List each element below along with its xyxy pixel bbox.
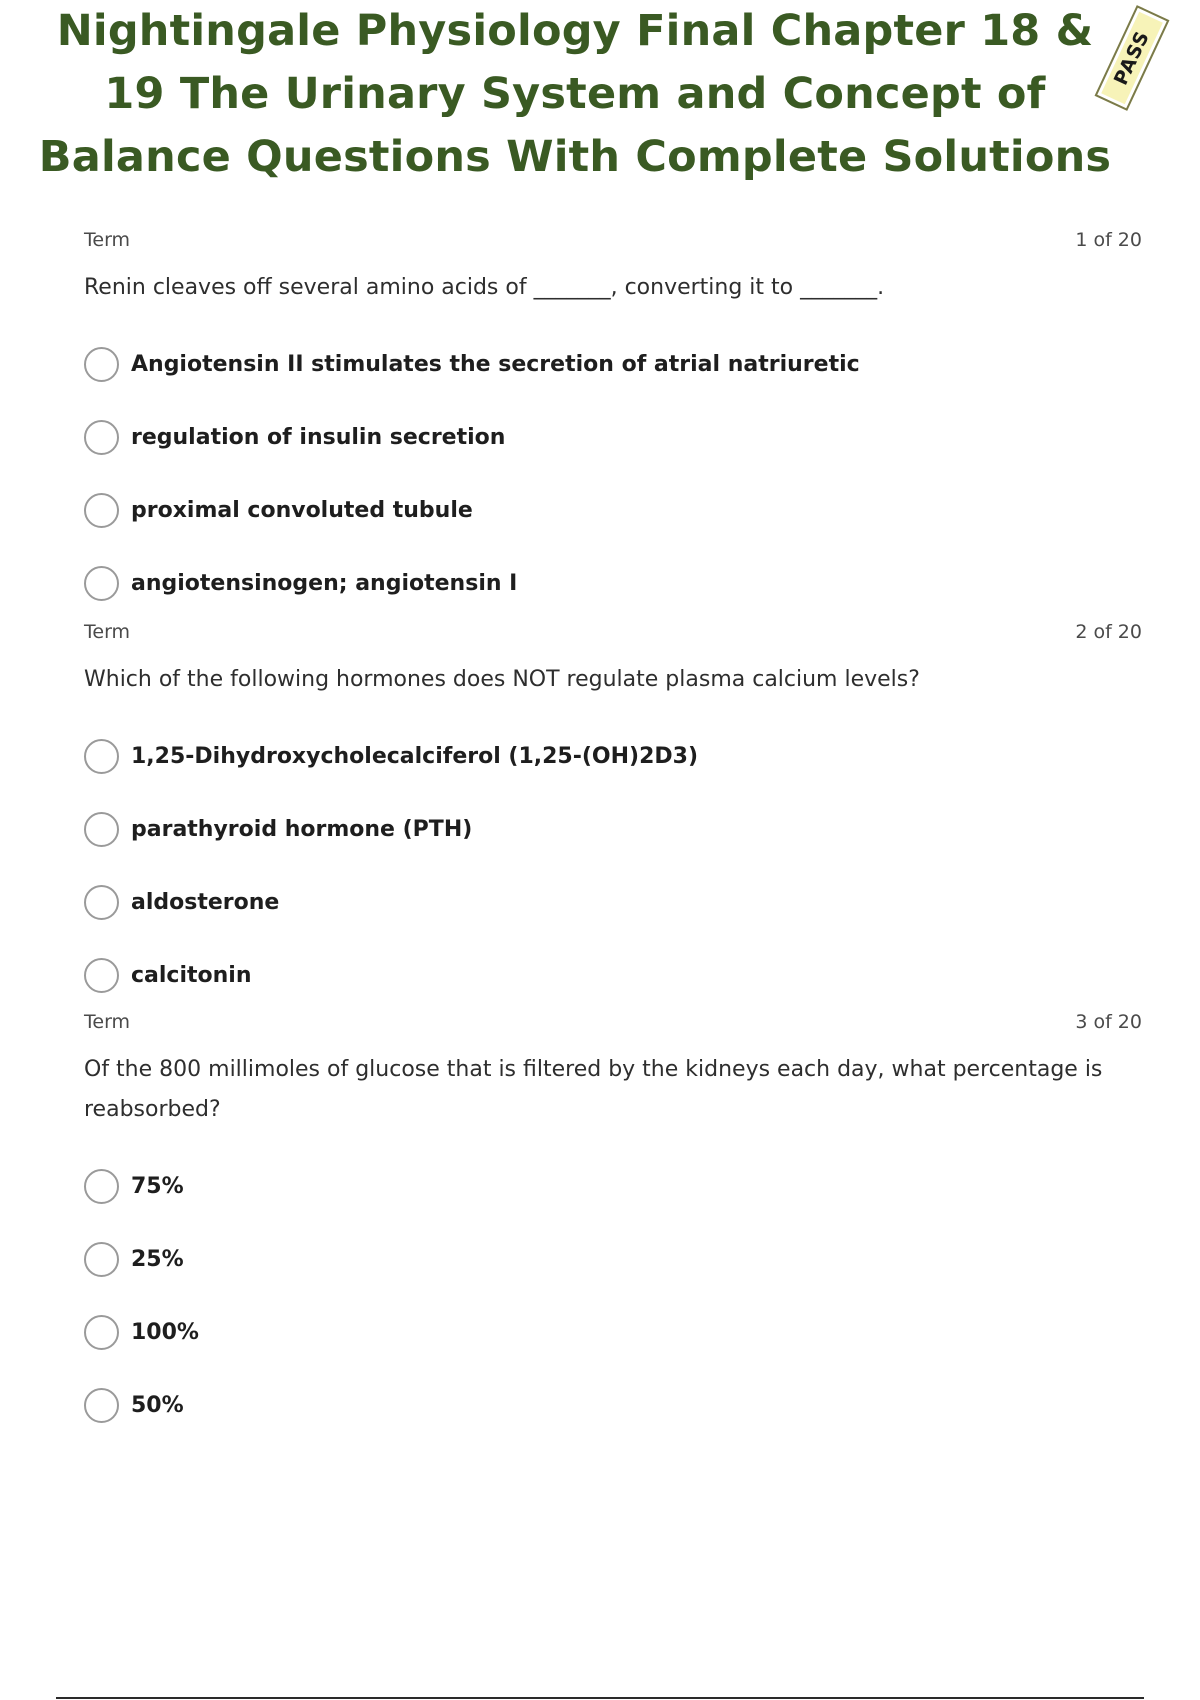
question-counter: 1 of 20 xyxy=(1075,229,1142,251)
radio-button[interactable] xyxy=(84,958,119,993)
question-card-3 xyxy=(84,1011,1142,1442)
question-card-2 xyxy=(84,621,1142,1012)
answer-option[interactable] xyxy=(84,720,1142,793)
answer-options xyxy=(84,328,1142,620)
question-card-1 xyxy=(84,229,1142,620)
question-counter: 2 of 20 xyxy=(1075,621,1142,643)
radio-button[interactable] xyxy=(84,420,119,455)
answer-option[interactable] xyxy=(84,1369,1142,1442)
option-label: 25% xyxy=(131,1247,184,1272)
radio-button[interactable] xyxy=(84,566,119,601)
answer-option[interactable] xyxy=(84,1223,1142,1296)
option-label: parathyroid hormone (PTH) xyxy=(131,817,473,842)
option-label: angiotensinogen; angiotensin I xyxy=(131,571,518,596)
radio-button[interactable] xyxy=(84,739,119,774)
document-title xyxy=(20,0,1130,189)
term-label: Term xyxy=(84,229,131,251)
option-label: 1,25-Dihydroxycholecalciferol (1,25-(OH)2D3) xyxy=(131,744,699,769)
option-label: proximal convoluted tubule xyxy=(131,498,473,523)
radio-button[interactable] xyxy=(84,1242,119,1277)
answer-option[interactable] xyxy=(84,1150,1142,1223)
answer-option[interactable] xyxy=(84,474,1142,547)
question-header xyxy=(84,229,1142,253)
option-label: 75% xyxy=(131,1174,184,1199)
radio-button[interactable] xyxy=(84,1169,119,1204)
answer-options xyxy=(84,1150,1142,1442)
radio-button[interactable] xyxy=(84,1388,119,1423)
question-text: Renin cleaves off several amino acids of _______, converting it to _______. xyxy=(84,275,885,300)
answer-option[interactable] xyxy=(84,793,1142,866)
answer-options xyxy=(84,720,1142,1012)
option-label: regulation of insulin secretion xyxy=(131,425,506,450)
option-label: aldosterone xyxy=(131,890,280,915)
answer-option[interactable] xyxy=(84,866,1142,939)
term-label: Term xyxy=(84,621,131,643)
term-label: Term xyxy=(84,1011,131,1033)
title-line-3: Balance Questions With Complete Solutions xyxy=(38,132,1112,182)
radio-button[interactable] xyxy=(84,493,119,528)
question-text: Which of the following hormones does NOT regulate plasma calcium levels? xyxy=(84,667,920,692)
pass-stamp-text: PASS xyxy=(1109,27,1155,89)
question-counter: 3 of 20 xyxy=(1075,1011,1142,1033)
radio-button[interactable] xyxy=(84,1315,119,1350)
answer-option[interactable] xyxy=(84,1296,1142,1369)
answer-option[interactable] xyxy=(84,328,1142,401)
question-header xyxy=(84,1011,1142,1035)
question-text: Of the 800 millimoles of glucose that is filtered by the kidneys each day, what percentage is reabsorbed? xyxy=(84,1057,1103,1122)
answer-option[interactable] xyxy=(84,547,1142,620)
option-label: calcitonin xyxy=(131,963,252,988)
question-header xyxy=(84,621,1142,645)
option-label: 100% xyxy=(131,1320,199,1345)
title-line-2: 19 The Urinary System and Concept of xyxy=(104,69,1046,119)
page-divider xyxy=(56,1697,1144,1699)
option-label: Angiotensin II stimulates the secretion of atrial natriuretic xyxy=(131,352,860,377)
title-line-1: Nightingale Physiology Final Chapter 18 & xyxy=(56,6,1094,56)
radio-button[interactable] xyxy=(84,812,119,847)
option-label: 50% xyxy=(131,1393,184,1418)
radio-button[interactable] xyxy=(84,347,119,382)
radio-button[interactable] xyxy=(84,885,119,920)
answer-option[interactable] xyxy=(84,401,1142,474)
answer-option[interactable] xyxy=(84,939,1142,1012)
